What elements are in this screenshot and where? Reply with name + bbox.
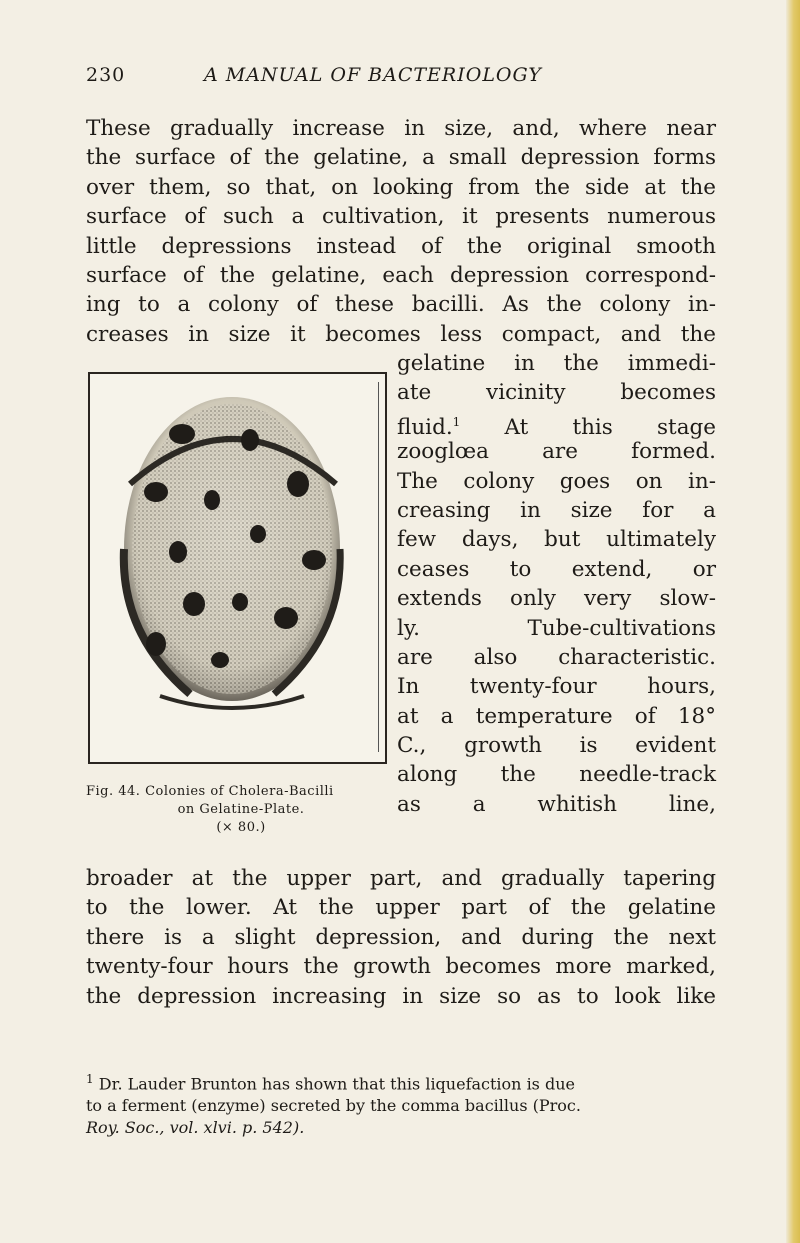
footnote-line: Roy. Soc., vol. xlvi. p. 542). — [86, 1118, 305, 1138]
text-line: ly. Tube-cultivations — [397, 615, 716, 641]
caption-line: on Gelatine-Plate. — [177, 802, 305, 817]
text-fragment: At this stage — [460, 414, 716, 440]
footnote-marker: 1 — [452, 414, 461, 429]
wrapped-paragraph — [397, 349, 716, 819]
text-line-with-footnote — [397, 408, 716, 440]
bottom-paragraph — [86, 864, 716, 1011]
footnote-number: 1 — [86, 1072, 94, 1086]
text-line: surface of such a cultivation, it presents numerous — [86, 204, 716, 230]
text-line: ceases to extend, or — [397, 556, 716, 582]
text-line: creasing in size for a — [397, 497, 716, 523]
text-line: to the lower. At the upper part of the gelatine — [86, 895, 716, 921]
text-line: ing to a colony of these bacilli. As the colony in- — [86, 292, 716, 318]
frame-rule — [378, 382, 379, 752]
colony-illustration — [90, 374, 385, 762]
text-line: little depressions instead of the original smooth — [86, 233, 716, 259]
text-line: few days, but ultimately — [397, 527, 716, 553]
running-header — [86, 58, 726, 94]
text-line: the depression increasing in size so as to look like — [86, 983, 716, 1009]
running-title: A MANUAL OF BACTERIOLOGY — [204, 64, 542, 86]
text-line: These gradually increase in size, and, where near — [86, 116, 716, 141]
text-line: gelatine in the immedi- — [397, 351, 716, 376]
text-line: as a whitish line, — [397, 791, 716, 817]
text-line: the surface of the gelatine, a small depression forms — [86, 145, 716, 171]
text-line: ate vicinity becomes — [397, 380, 716, 406]
footnote-line: to a ferment (enzyme) secreted by the comma bacillus (Proc. — [86, 1096, 581, 1116]
figure-frame — [88, 372, 387, 764]
top-paragraph — [86, 114, 716, 349]
figure-44 — [88, 372, 389, 772]
text-line: zooglœa are formed. — [397, 439, 716, 465]
figure-caption — [86, 783, 396, 837]
text-line: twenty-four hours the growth becomes more marked, — [86, 954, 716, 980]
page-edge — [786, 0, 800, 1243]
caption-line: Fig. 44. Colonies of Cholera-Bacilli — [86, 784, 334, 799]
footnote-text: Dr. Lauder Brunton has shown that this liquefaction is due — [98, 1074, 575, 1094]
text-fragment: fluid. — [397, 414, 453, 440]
footnote-line — [86, 1068, 726, 1095]
text-line: The colony goes on in- — [397, 468, 716, 494]
text-line: at a temperature of 18° — [397, 703, 716, 729]
text-line: there is a slight depression, and during the next — [86, 924, 716, 950]
text-line: are also characteristic. — [397, 644, 716, 670]
text-line: over them, so that, on looking from the side at the — [86, 174, 716, 200]
caption-magnification: (× 80.) — [216, 820, 266, 835]
text-line: extends only very slow- — [397, 586, 716, 612]
text-line: creases in size it becomes less compact, and the — [86, 321, 716, 347]
page-number: 230 — [86, 64, 126, 86]
text-line: C., growth is evident — [397, 733, 716, 759]
footnote — [86, 1068, 726, 1139]
text-line: In twenty-four hours, — [397, 674, 716, 700]
text-line: surface of the gelatine, each depression correspond- — [86, 262, 716, 288]
text-line: broader at the upper part, and gradually tapering — [86, 866, 716, 891]
text-line: along the needle-track — [397, 762, 716, 788]
